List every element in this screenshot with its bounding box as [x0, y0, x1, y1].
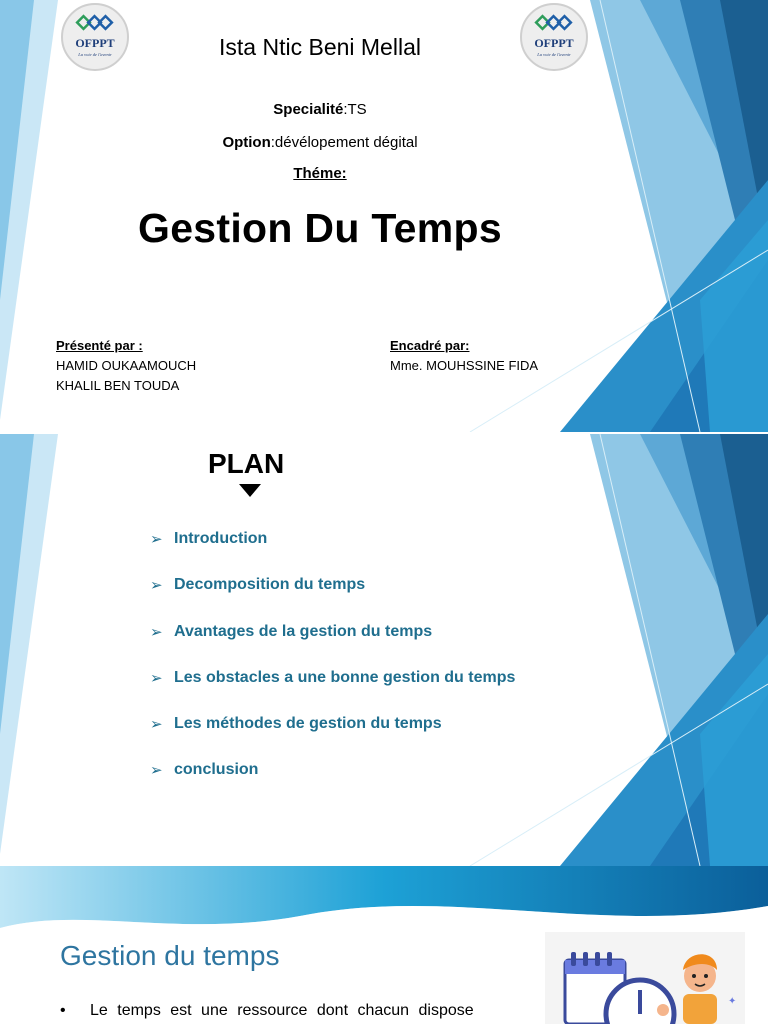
- section-title: Gestion du temps: [60, 940, 280, 971]
- bullet-dot-icon: •: [60, 1002, 66, 1019]
- list-item: ➢ Decomposition du temps: [150, 576, 366, 595]
- list-item: ➢ conclusion: [150, 761, 259, 780]
- supervisor-name: Mme. MOUHSSINE FIDA: [390, 358, 539, 373]
- svg-text:OFPPT: OFPPT: [534, 36, 574, 50]
- arrow-bullet-icon: ➢: [150, 577, 163, 595]
- supervised-by-label: Encadré par:: [390, 338, 470, 353]
- plan-title: PLAN: [208, 448, 285, 479]
- svg-text:La voie de l'avenir: La voie de l'avenir: [537, 52, 571, 57]
- theme-label: Théme:: [293, 165, 347, 182]
- plan-list: [150, 530, 515, 808]
- list-item: ➢ Les méthodes de gestion du temps: [150, 715, 442, 734]
- option-label: Option: [222, 134, 271, 151]
- arrow-bullet-icon: ➢: [150, 623, 163, 641]
- list-item: ➢ Les obstacles a une bonne gestion du temps: [150, 668, 516, 687]
- option-value: :dévélopement dégital: [270, 134, 418, 151]
- option-line: [0, 134, 640, 151]
- arrow-bullet-icon: ➢: [150, 531, 163, 548]
- content-slide: [0, 866, 768, 1024]
- plan-slide: [0, 434, 768, 866]
- list-item: ➢ Avantages de la gestion du temps: [150, 622, 433, 641]
- title-slide: [0, 0, 768, 432]
- arrow-bullet-icon: ➢: [150, 716, 163, 734]
- time-management-illustration: [545, 932, 745, 1024]
- school-name: Ista Ntic Beni Mellal: [219, 34, 421, 60]
- arrow-bullet-icon: ➢: [150, 762, 163, 780]
- svg-text:La voie de l'avenir: La voie de l'avenir: [78, 52, 112, 57]
- bullet-text: Le temps est une ressource dont chacun dispose: [90, 1002, 474, 1019]
- speciality-value: :TS: [343, 101, 367, 118]
- list-item: ➢ Introduction: [150, 530, 268, 548]
- svg-text:OFPPT: OFPPT: [75, 36, 115, 50]
- presenter-name: HAMID OUKAAMOUCH: [56, 358, 197, 373]
- bullet-point: [60, 1002, 505, 1020]
- down-triangle-icon: [239, 484, 261, 497]
- speciality-line: [0, 101, 640, 118]
- presenters-block: [56, 336, 196, 396]
- presented-by-label: Présenté par :: [56, 338, 143, 353]
- presentation-title: Gestion Du Temps: [138, 205, 502, 251]
- presenter-name: KHALIL BEN TOUDA: [56, 378, 180, 393]
- speciality-label: Specialité: [273, 101, 344, 118]
- arrow-bullet-icon: ➢: [150, 669, 163, 687]
- svg-text:✦: ✦: [728, 996, 737, 1007]
- supervisor-block: [390, 336, 538, 376]
